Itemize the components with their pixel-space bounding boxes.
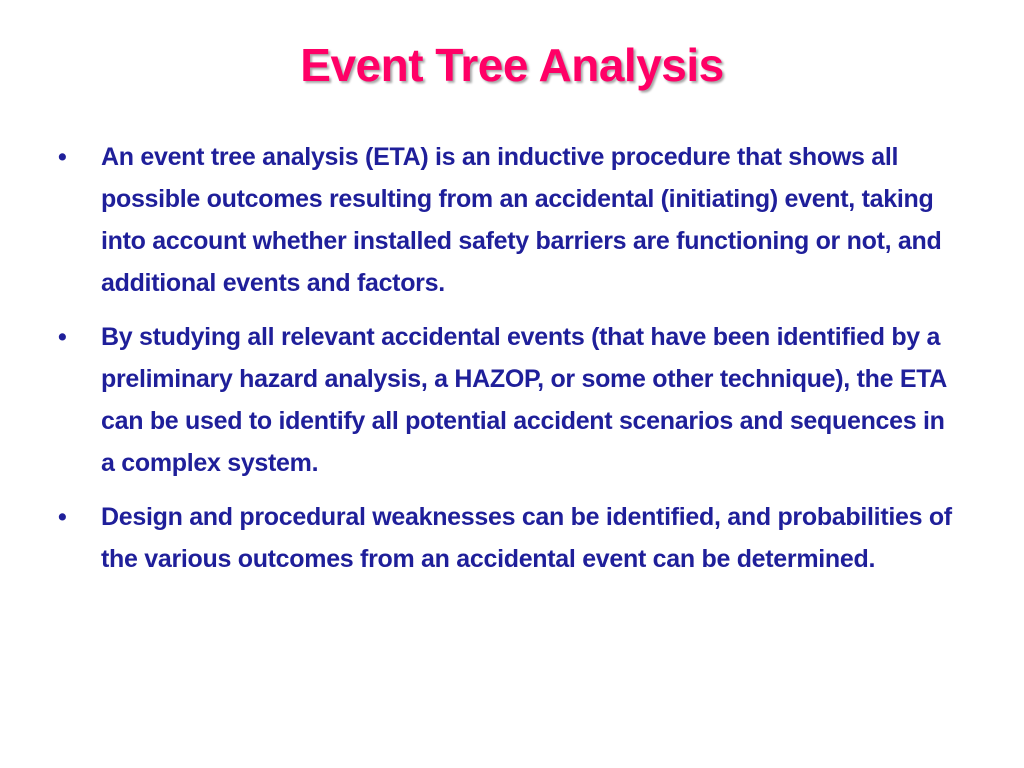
bullet-item (56, 496, 956, 580)
bullet-dot-icon: • (58, 143, 67, 171)
bullet-text: An event tree analysis (ETA) is an inductive procedure that shows all possible outcomes resulting from an accidental (initiating) event, taking into account whether installed safety barriers are functioning or not, and additional events and factors. (101, 143, 942, 297)
bullet-dot-icon: • (58, 503, 67, 531)
bullet-list (56, 136, 956, 592)
bullet-text: By studying all relevant accidental events (that have been identified by a preliminary hazard analysis, a HAZOP, or some other technique), the ETA can be used to identify all potential accident scenarios and sequences in a complex system. (101, 323, 947, 477)
bullet-item (56, 316, 956, 484)
bullet-dot-icon: • (58, 323, 67, 351)
bullet-item (56, 136, 956, 304)
slide-title: Event Tree Analysis (300, 39, 724, 91)
bullet-text: Design and procedural weaknesses can be identified, and probabilities of the various outcomes from an accidental event can be determined. (101, 503, 952, 573)
